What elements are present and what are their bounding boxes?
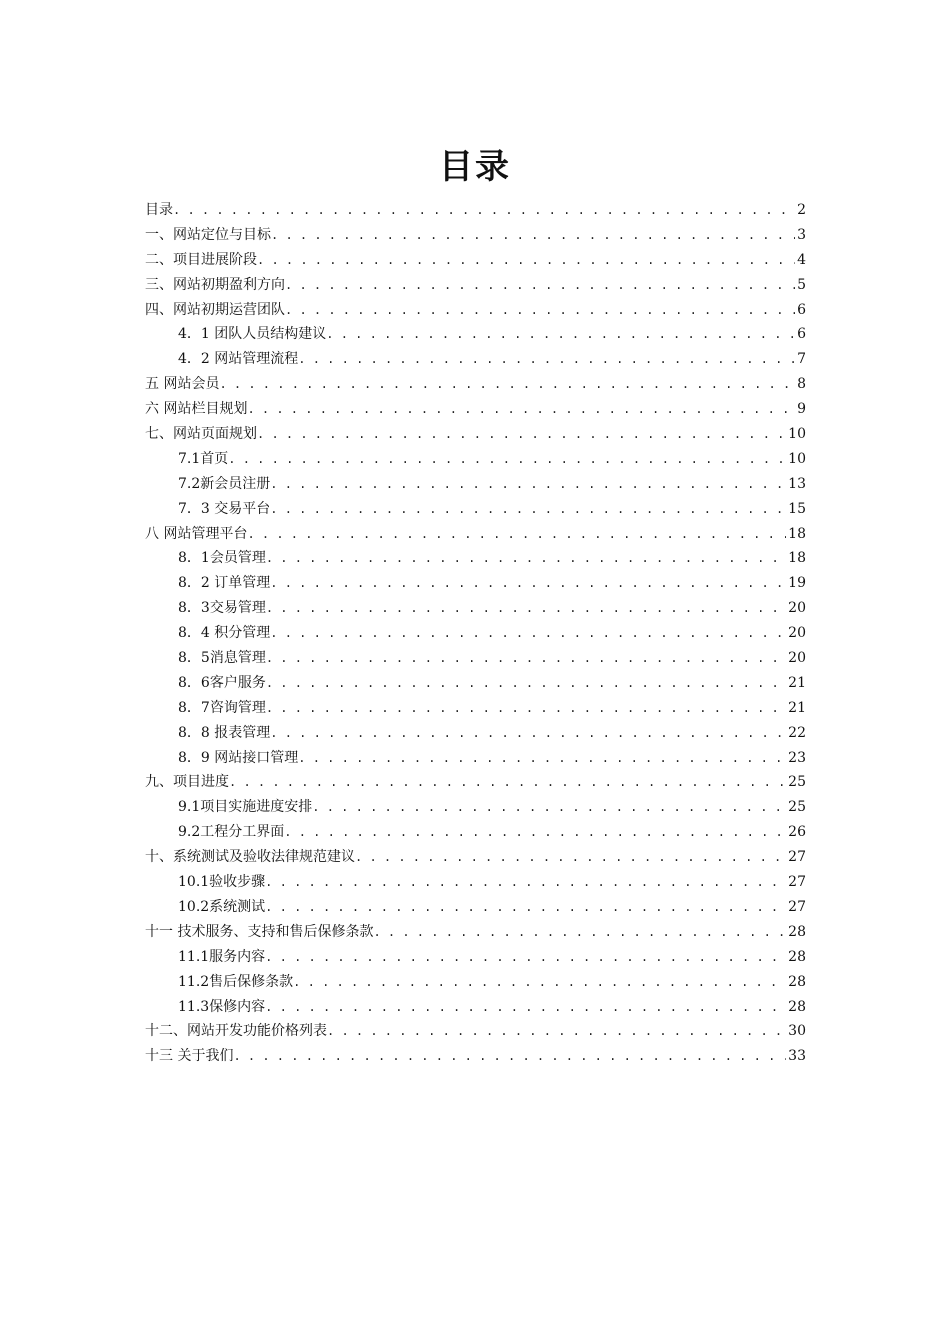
toc-leader-dots: [229, 770, 786, 795]
toc-page-number: 8: [797, 376, 806, 393]
toc-page-number: 6: [797, 326, 806, 343]
toc-entry-title: 五 网站会员: [145, 376, 220, 393]
toc-subentry[interactable]: [145, 621, 806, 646]
toc-leader-dots: [270, 571, 786, 596]
toc-entry-title: 11.1服务内容: [178, 948, 266, 965]
toc-entry-title: 七、网站页面规划: [145, 426, 257, 443]
toc-page-number: 3: [797, 226, 806, 243]
toc-page-number: 30: [788, 1023, 806, 1040]
toc-leader-dots: [173, 198, 795, 223]
toc-page-number: 28: [788, 998, 806, 1015]
toc-subentry[interactable]: [145, 546, 806, 571]
toc-entry-title: 十、系统测试及验收法律规范建议: [145, 849, 355, 866]
toc-page-number: 28: [788, 923, 806, 940]
toc-subentry[interactable]: [145, 347, 806, 372]
toc-leader-dots: [228, 447, 786, 472]
toc-leader-dots: [266, 646, 786, 671]
toc-leader-dots: [271, 223, 795, 248]
toc-leader-dots: [312, 795, 786, 820]
toc-page-number: 27: [788, 849, 806, 866]
toc-entry-title: 四、网站初期运营团队: [145, 301, 285, 318]
toc-subentry[interactable]: [145, 447, 806, 472]
toc-subentry[interactable]: [145, 820, 806, 845]
toc-entry[interactable]: [145, 298, 806, 323]
toc-leader-dots: [270, 621, 786, 646]
toc-entry-title: 9.2工程分工界面: [178, 824, 285, 841]
toc-subentry[interactable]: [145, 596, 806, 621]
toc-entry-title: 7.1首页: [178, 450, 229, 467]
toc-subentry[interactable]: [145, 671, 806, 696]
toc-leader-dots: [219, 372, 795, 397]
toc-subentry[interactable]: [145, 895, 806, 920]
toc-entry-title: 10.1验收步骤: [178, 874, 266, 891]
toc-entry[interactable]: [145, 422, 806, 447]
toc-page-number: 27: [788, 874, 806, 891]
toc-page-number: 10: [788, 426, 806, 443]
toc-leader-dots: [247, 397, 795, 422]
toc-entry-title: 11.3保修内容: [178, 998, 266, 1015]
toc-subentry[interactable]: [145, 721, 806, 746]
toc-page-number: 9: [797, 401, 806, 418]
page-title: 目录: [439, 147, 511, 187]
toc-leader-dots: [265, 945, 786, 970]
toc-entry-title: 8．2 订单管理: [178, 575, 271, 592]
toc-subentry[interactable]: [145, 646, 806, 671]
toc-entry-title: 十二、网站开发功能价格列表: [145, 1023, 327, 1040]
toc-subentry[interactable]: [145, 696, 806, 721]
toc-page-number: 28: [788, 973, 806, 990]
toc-leader-dots: [285, 273, 795, 298]
toc-page-number: 18: [788, 550, 806, 567]
toc-page-number: 25: [788, 774, 806, 791]
toc-entry[interactable]: [145, 397, 806, 422]
toc-entry-title: 一、网站定位与目标: [145, 226, 271, 243]
toc-entry-title: 8．9 网站接口管理: [178, 749, 299, 766]
toc-entry-title: 二、项目进展阶段: [145, 251, 257, 268]
toc-entry[interactable]: [145, 248, 806, 273]
toc-entry-title: 11.2售后保修条款: [178, 973, 294, 990]
toc-page-number: 6: [797, 301, 806, 318]
toc-entry-title: 9.1项目实施进度安排: [178, 799, 313, 816]
toc-page-number: 27: [788, 898, 806, 915]
toc-entry[interactable]: [145, 770, 806, 795]
toc-page-number: 26: [788, 824, 806, 841]
toc-subentry[interactable]: [145, 945, 806, 970]
toc-page-number: 33: [788, 1048, 806, 1065]
toc-leader-dots: [284, 820, 786, 845]
toc-entry[interactable]: [145, 522, 806, 547]
toc-entry[interactable]: [145, 920, 806, 945]
toc-leader-dots: [298, 347, 795, 372]
toc-leader-dots: [265, 995, 786, 1020]
toc-leader-dots: [265, 870, 786, 895]
toc-entry-title: 目录: [145, 202, 173, 218]
toc-page-number: 20: [788, 600, 806, 617]
toc-entry-title: 8．3交易管理: [178, 600, 266, 617]
toc-entry-title: 10.2系统测试: [178, 898, 266, 915]
toc-leader-dots: [270, 497, 786, 522]
toc-page-number: 5: [797, 276, 806, 293]
toc-entry-title: 八 网站管理平台: [145, 525, 248, 542]
toc-entry-title: 8．7咨询管理: [178, 699, 266, 716]
toc-entry[interactable]: [145, 1019, 806, 1044]
toc-subentry[interactable]: [145, 746, 806, 771]
toc-leader-dots: [247, 522, 786, 547]
toc-subentry[interactable]: [145, 322, 806, 347]
toc-leader-dots: [355, 845, 786, 870]
toc-subentry[interactable]: [145, 497, 806, 522]
toc-entry-title: 十三 关于我们: [145, 1048, 234, 1065]
toc-entry-title: 8．4 积分管理: [178, 625, 271, 642]
toc-leader-dots: [266, 696, 786, 721]
toc-page-number: 19: [788, 575, 806, 592]
toc-subentry[interactable]: [145, 472, 806, 497]
toc-page-number: 21: [788, 699, 806, 716]
toc-page-number: 23: [788, 749, 806, 766]
toc-subentry[interactable]: [145, 571, 806, 596]
toc-entry-title: 十一 技术服务、支持和售后保修条款: [145, 923, 374, 940]
toc-entry-title: 六 网站栏目规划: [145, 401, 248, 418]
toc-page-number: 2: [797, 202, 806, 218]
table-of-contents: [145, 198, 806, 1069]
toc-leader-dots: [257, 422, 786, 447]
toc-leader-dots: [233, 1044, 786, 1069]
toc-leader-dots: [270, 472, 786, 497]
toc-page-number: 22: [788, 724, 806, 741]
toc-entry[interactable]: [145, 198, 806, 223]
toc-page-number: 28: [788, 948, 806, 965]
toc-entry[interactable]: [145, 1044, 806, 1069]
toc-page-number: 25: [788, 799, 806, 816]
toc-entry-title: 8．8 报表管理: [178, 724, 271, 741]
toc-page-number: 15: [788, 500, 806, 517]
toc-leader-dots: [327, 1019, 786, 1044]
toc-leader-dots: [298, 746, 786, 771]
toc-leader-dots: [285, 298, 795, 323]
toc-page-number: 13: [788, 475, 806, 492]
toc-subentry[interactable]: [145, 795, 806, 820]
toc-entry-title: 8．6客户服务: [178, 674, 266, 691]
toc-leader-dots: [373, 920, 786, 945]
toc-entry-title: 九、项目进度: [145, 774, 229, 791]
toc-page-number: 10: [788, 450, 806, 467]
toc-leader-dots: [266, 546, 786, 571]
toc-leader-dots: [266, 671, 786, 696]
toc-entry-title: 4．1 团队人员结构建议: [178, 326, 327, 343]
toc-subentry[interactable]: [145, 970, 806, 995]
toc-leader-dots: [265, 895, 786, 920]
toc-entry-title: 7.2新会员注册: [178, 475, 271, 492]
toc-entry-title: 4．2 网站管理流程: [178, 351, 299, 368]
toc-leader-dots: [270, 721, 786, 746]
toc-entry-title: 三、网站初期盈利方向: [145, 276, 285, 293]
toc-page-number: 18: [788, 525, 806, 542]
toc-entry[interactable]: [145, 223, 806, 248]
toc-leader-dots: [326, 322, 795, 347]
toc-page-number: 7: [797, 351, 806, 368]
toc-leader-dots: [266, 596, 786, 621]
toc-leader-dots: [293, 970, 786, 995]
toc-entry-title: 7．3 交易平台: [178, 500, 271, 517]
toc-entry[interactable]: [145, 273, 806, 298]
toc-page-number: 20: [788, 625, 806, 642]
toc-leader-dots: [257, 248, 795, 273]
toc-subentry[interactable]: [145, 995, 806, 1020]
toc-entry-title: 8．5消息管理: [178, 650, 266, 667]
toc-entry-title: 8．1会员管理: [178, 550, 266, 567]
toc-entry[interactable]: [145, 372, 806, 397]
toc-page-number: 4: [797, 251, 806, 268]
toc-subentry[interactable]: [145, 870, 806, 895]
toc-entry[interactable]: [145, 845, 806, 870]
toc-page-number: 20: [788, 650, 806, 667]
toc-page-number: 21: [788, 674, 806, 691]
